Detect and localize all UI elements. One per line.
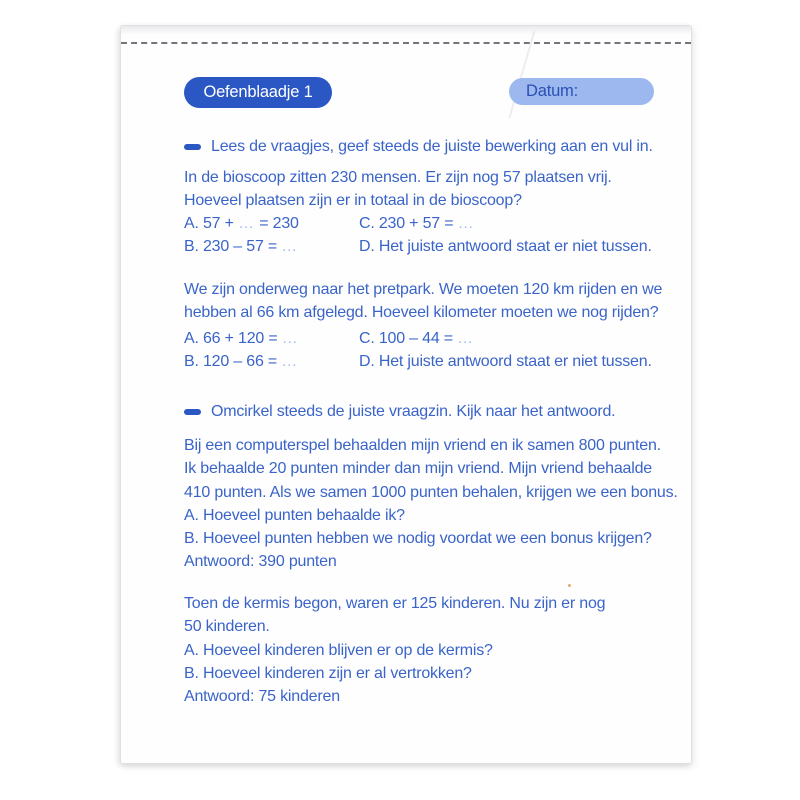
answer-line: Antwoord: 390 punten (184, 553, 337, 571)
answer-dots: … (281, 330, 299, 347)
answer-option-a: A. 57 + … = 230 (184, 215, 299, 232)
instruction-1 (184, 135, 653, 158)
answer-option-d: D. Het juiste antwoord staat er niet tussen. (359, 353, 652, 371)
perforation-line (121, 42, 691, 44)
answer-line: Antwoord: 75 kinderen (184, 688, 340, 706)
dash-bullet-icon (184, 144, 201, 150)
answer-dots: … (238, 215, 255, 232)
answer-option-a: A. 66 + 120 = … (184, 330, 299, 347)
worksheet-title: Oefenblaadje 1 (203, 83, 313, 101)
answer-option-c: C. 100 – 44 = … (359, 330, 475, 347)
problem-text-line: 50 kinderen. (184, 618, 270, 636)
answer-option-b: B. 230 – 57 = … (184, 238, 299, 256)
answer-dots: … (281, 238, 299, 256)
problem-text-line: Toen de kermis begon, waren er 125 kinderen. Nu zijn er nog (184, 595, 606, 612)
instruction-2 (184, 400, 615, 423)
paper-speck (568, 584, 571, 587)
question-line-b: B. Hoeveel punten hebben we nodig voordat we een bonus krijgen? (184, 530, 652, 548)
instruction-2-text: Omcirkel steeds de juiste vraagzin. Kijk naar het antwoord. (211, 402, 616, 420)
question-line-a: A. Hoeveel kinderen blijven er op de kermis? (184, 641, 493, 659)
question-line-a: A. Hoeveel punten behaalde ik? (184, 506, 405, 524)
problem-text-line: In de bioscoop zitten 230 mensen. Er zijn nog 57 plaatsen vrij. (184, 169, 612, 186)
answer-option-d: D. Het juiste antwoord staat er niet tussen. (359, 238, 652, 256)
answer-option-b: B. 120 – 66 = … (184, 353, 299, 371)
worksheet-page (120, 25, 692, 764)
problem-4-story (184, 592, 677, 708)
date-pill (509, 78, 654, 105)
answer-option-c: C. 230 + 57 = … (359, 215, 475, 232)
problem-1-options (184, 212, 677, 259)
dash-bullet-icon (184, 409, 201, 415)
answer-dots: … (281, 353, 299, 371)
problem-text-line: Bij een computerspel behaalden mijn vriend en ik samen 800 punten. (184, 437, 661, 454)
problem-text-line: We zijn onderweg naar het pretpark. We moeten 120 km rijden en we (184, 281, 663, 298)
problem-text-line: Hoeveel plaatsen zijn er in totaal in de bioscoop? (184, 192, 522, 210)
problem-1-story (184, 166, 677, 213)
problem-text-line: Ik behaalde 20 punten minder dan mijn vriend. Mijn vriend behaalde (184, 460, 652, 478)
answer-dots: … (457, 330, 475, 347)
problem-3-story (184, 434, 677, 574)
problem-2-story (184, 278, 677, 325)
question-line-b: B. Hoeveel kinderen zijn er al vertrokken? (184, 664, 472, 682)
problem-text-line: 410 punten. Als we samen 1000 punten behalen, krijgen we een bonus. (184, 483, 678, 501)
answer-dots: … (457, 215, 475, 232)
problem-2-options (184, 327, 677, 374)
problem-text-line: hebben al 66 km afgelegd. Hoeveel kilometer moeten we nog rijden? (184, 304, 659, 322)
title-pill (184, 77, 332, 108)
date-label: Datum: (526, 82, 578, 100)
instruction-1-text: Lees de vraagjes, geef steeds de juiste bewerking aan en vul in. (211, 137, 653, 155)
